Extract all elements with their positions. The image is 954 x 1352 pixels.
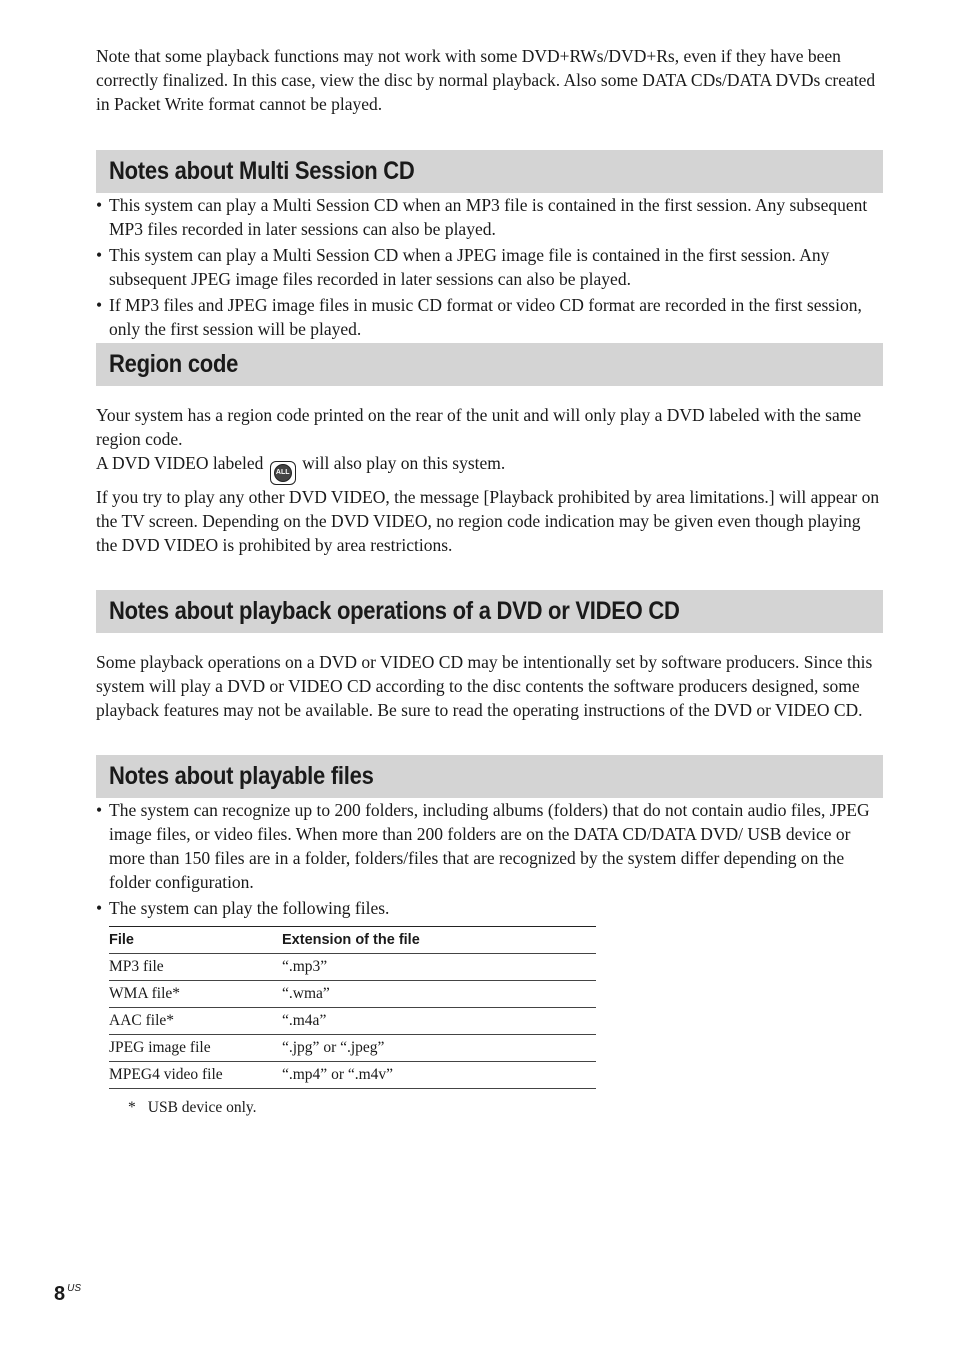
table-header-extension: Extension of the file <box>282 927 596 954</box>
region-all-icon: ALL <box>270 461 296 485</box>
table-cell: MP3 file <box>109 954 282 981</box>
table-row <box>109 1008 596 1035</box>
table-cell: MPEG4 video file <box>109 1062 282 1089</box>
table-cell: “.jpg” or “.jpeg” <box>282 1035 596 1062</box>
table-row <box>109 981 596 1008</box>
region-code-body <box>96 403 883 557</box>
table-cell: “.m4a” <box>282 1008 596 1035</box>
list-item: • This system can play a Multi Session CD when an MP3 file is contained in the first session. Any subsequent MP3 files recorded in later sessions can also be played. <box>96 193 883 241</box>
table-row <box>109 1062 596 1089</box>
list-item: • If MP3 files and JPEG image files in music CD format or video CD format are recorded in the first session, only the first session will be played. <box>96 293 883 341</box>
section-heading-region-code: Region code <box>96 343 883 386</box>
playback-operations-body <box>96 650 883 722</box>
page-content <box>96 44 883 1118</box>
list-item: • This system can play a Multi Session CD when a JPEG image file is contained in the first session. Any subsequent JPEG image files recorded in later sessions can also be played. <box>96 243 883 291</box>
page-number: 8 $^{US}$ <box>54 1283 82 1305</box>
table-header-row <box>109 927 596 954</box>
table-footnote: * USB device only. <box>128 1099 257 1116</box>
playable-files-list <box>96 798 883 920</box>
section-heading-playable-files: Notes about playable files <box>96 755 883 798</box>
region-paragraph-2: A DVD VIDEO labeled ALL will also play on this system. <box>96 451 883 485</box>
list-item: • The system can play the following files. <box>96 896 883 920</box>
table-cell: AAC file* <box>109 1008 282 1035</box>
table-cell: “.wma” <box>282 981 596 1008</box>
table-cell: “.mp4” or “.m4v” <box>282 1062 596 1089</box>
playable-files-table <box>109 926 596 1089</box>
table-cell: WMA file* <box>109 981 282 1008</box>
region-paragraph-3: If you try to play any other DVD VIDEO, the message [Playback prohibited by area limitations.] will appear on the TV screen. Depending on the DVD VIDEO, no region code indication may be given even though playing the DVD VIDEO is prohibited by area restrictions. <box>96 487 880 555</box>
table-row <box>109 954 596 981</box>
table-cell: JPEG image file <box>109 1035 282 1062</box>
table-row <box>109 1035 596 1062</box>
page-number-suffix: US <box>67 1283 82 1294</box>
table-header-file: File <box>109 927 282 954</box>
table-cell: “.mp3” <box>282 954 596 981</box>
section-heading-multi-session: Notes about Multi Session CD <box>96 150 883 193</box>
intro-paragraph: Note that some playback functions may not work with some DVD+RWs/DVD+Rs, even if they have been correctly finalized. In this case, view the disc by normal playback. Also some DATA CDs/DATA DVDs created in Packet Write format cannot be played. <box>96 46 876 114</box>
playback-operations-paragraph: Some playback operations on a DVD or VIDEO CD may be intentionally set by software producers. Since this system will play a DVD or VIDEO CD according to the disc contents the software producers designed, some playback features may not be available. Be sure to read the operating instructions of the DVD or VIDEO CD. <box>96 652 873 720</box>
list-item: • The system can recognize up to 200 folders, including albums (folders) that do not contain audio files, JPEG image files, or video files. When more than 200 folders are on the DATA CD/DATA DVD/ USB device or more than 150 files are in a folder, folders/files that are recognized by the system differ depending on the folder configuration. <box>96 798 883 894</box>
section-heading-playback-operations: Notes about playback operations of a DVD or VIDEO CD <box>96 590 883 633</box>
region-paragraph-1: Your system has a region code printed on the rear of the unit and will only play a DVD labeled with the same region code. <box>96 405 862 449</box>
multi-session-list <box>96 193 883 341</box>
